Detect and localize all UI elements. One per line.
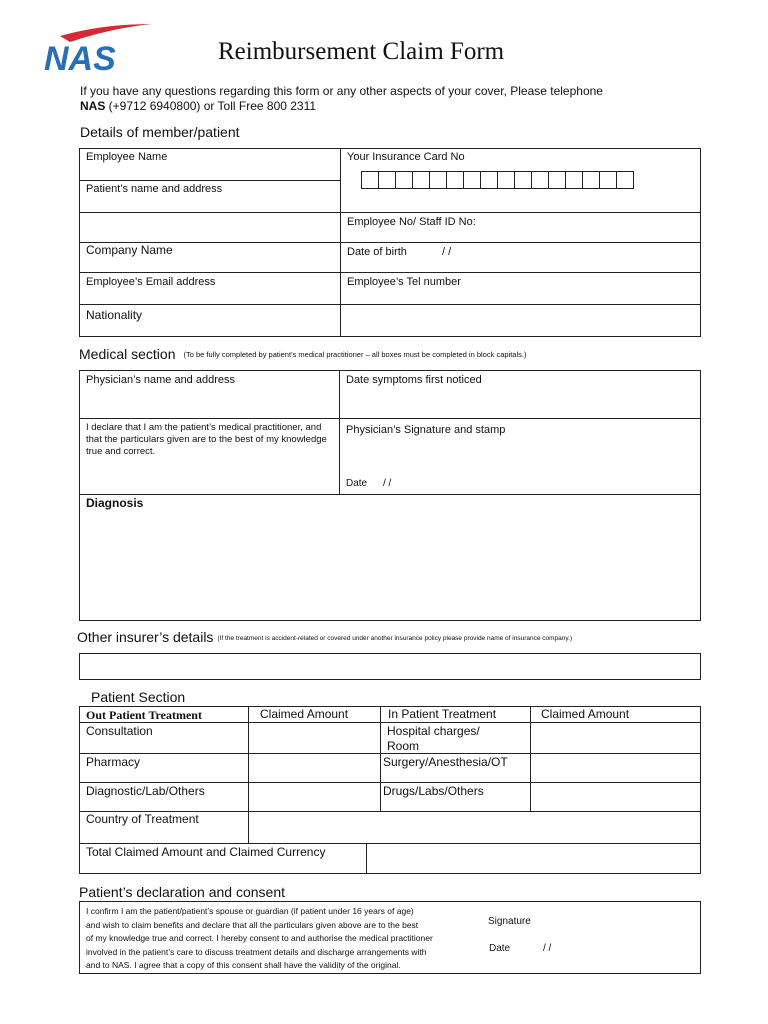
claimed-amount-header-1: Claimed Amount [260,707,349,721]
patient-section-heading: Patient Section [91,689,186,705]
consent-heading: Patient’s declaration and consent [79,884,285,900]
diagnosis-label: Diagnosis [86,496,144,510]
dob-label: Date of birth [347,246,407,258]
pharmacy-label: Pharmacy [86,755,141,769]
consent-line-4: involved in the patient’s care to discuss treatment details and discharge arrangements with [86,946,427,957]
intro-nas: NAS [80,99,106,113]
consent-line-2: and wish to claim benefits and declare that all the particulars given above are to the best [86,919,419,930]
date-symptoms-label: Date symptoms first noticed [346,374,482,386]
surgery-label: Surgery/Anesthesia/OT [383,755,508,769]
diagnostic-label: Diagnostic/Lab/Others [86,784,205,798]
other-insurer-heading [77,629,572,645]
logo-text: NAS [44,40,116,74]
other-insurer-note: (If the treatment is accident-related or covered under another insurance policy please provide name of insurance company.) [217,635,573,642]
physician-name-label: Physician’s name and address [86,374,235,386]
in-patient-header: In Patient Treatment [388,707,497,721]
other-insurer-heading-text: Other insurer’s details [77,629,214,645]
drugs-label: Drugs/Labs/Others [383,784,484,798]
consent-line-5: and to NAS. I agree that a copy of this consent shall have the validity of the original. [86,960,401,970]
consent-text [86,905,486,973]
out-patient-header: Out Patient Treatment [86,708,202,722]
intro-phone: (+9712 6940800) or Toll Free 800 2311 [105,99,317,113]
consent-date-label: Date [489,943,511,954]
member-section-heading: Details of member/patient [80,124,240,140]
country-treatment-label: Country of Treatment [86,812,199,826]
other-insurer-field[interactable] [79,653,701,680]
total-claimed-label: Total Claimed Amount and Claimed Currency [86,845,326,859]
consent-line-1: I confirm I am the patient/patient’s spouse or guardian (if patient under 16 years of age) [86,906,414,916]
consent-line-3: of my knowledge true and correct. I hereby consent to and authorise the medical practitioner [86,933,433,943]
medical-section-heading [79,346,526,362]
intro-line-2 [80,99,700,114]
medical-table [79,370,701,621]
medical-heading-text: Medical section [79,346,176,362]
nationality-label: Nationality [86,308,143,322]
nas-logo [42,22,154,74]
insurance-card-boxes[interactable] [361,171,633,189]
email-label: Employee’s Email address [86,276,216,288]
tel-label: Employee’s Tel number [347,276,461,288]
intro-line-1: If you have any questions regarding this form or any other aspects of your cover, Please telephone [80,84,603,98]
claimed-amount-header-2: Claimed Amount [541,707,630,721]
physician-declaration: I declare that I am the patient’s medical practitioner, and that the particulars given are to the best of my knowledge true and correct. [86,422,327,457]
intro-text [80,84,700,114]
consent-signature-label: Signature [488,916,531,927]
hospital-charges-label-1: Hospital charges/ [387,724,480,738]
consultation-label: Consultation [86,724,153,738]
dob-slashes: / / [442,246,452,258]
form-title: Reimbursement Claim Form [218,38,505,65]
company-name-label: Company Name [86,243,173,257]
insurance-card-label: Your Insurance Card No [347,151,465,163]
hospital-charges-label-2: Room [387,739,420,753]
medical-date-slashes: / / [383,478,392,489]
employee-no-label: Employee No/ Staff ID No: [347,216,476,228]
signature-stamp-label: Physician’s Signature and stamp [346,424,506,436]
patient-name-label: Patient’s name and address [86,183,223,195]
medical-note: (To be fully completed by patient’s medical practitioner – all boxes must be completed in block capitals.) [183,350,527,359]
medical-date-label: Date [346,478,368,489]
employee-name-label: Employee Name [86,151,168,163]
consent-date-slashes: / / [543,943,552,954]
